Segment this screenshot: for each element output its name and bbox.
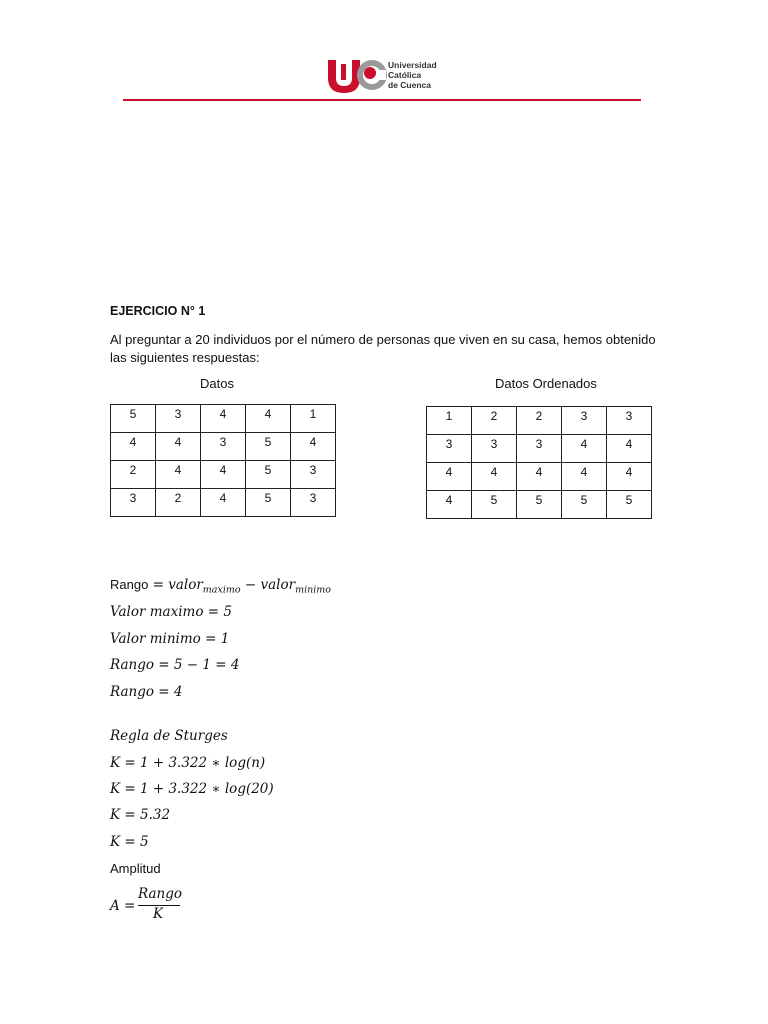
rango-result: Rango = 4 bbox=[110, 684, 183, 700]
sturges-title: Regla de Sturges bbox=[110, 728, 228, 744]
datos-cell: 4 bbox=[201, 489, 246, 517]
datos-cell: 4 bbox=[291, 433, 336, 461]
exercise-intro: Al preguntar a 20 individuos por el número de personas que viven en su casa, hemos obtenido las siguientes respuestas: bbox=[110, 332, 656, 365]
rango-definition bbox=[110, 577, 331, 596]
fraction-denominator: K bbox=[152, 906, 164, 922]
datos-ordenados-table bbox=[426, 406, 652, 519]
ordenados-cell: 3 bbox=[517, 435, 562, 463]
header-divider bbox=[123, 99, 641, 101]
datos-cell: 4 bbox=[156, 461, 201, 489]
ordenados-cell: 3 bbox=[427, 435, 472, 463]
ordenados-cell: 4 bbox=[427, 463, 472, 491]
datos-cell: 3 bbox=[156, 405, 201, 433]
ordenados-cell: 3 bbox=[472, 435, 517, 463]
ordenados-row bbox=[427, 491, 652, 519]
ordenados-cell: 4 bbox=[607, 435, 652, 463]
ordenados-cell: 2 bbox=[517, 407, 562, 435]
rango-calc: Rango = 5 − 1 = 4 bbox=[110, 657, 240, 673]
datos-cell: 3 bbox=[291, 461, 336, 489]
ordenados-row bbox=[427, 407, 652, 435]
ordenados-row bbox=[427, 435, 652, 463]
sub-maximo: maximo bbox=[202, 584, 241, 596]
amplitud-label: Amplitud bbox=[110, 861, 161, 876]
ordenados-cell: 2 bbox=[472, 407, 517, 435]
university-line-3: de Cuenca bbox=[388, 80, 431, 90]
ordenados-cell: 5 bbox=[607, 491, 652, 519]
datos-row bbox=[111, 405, 336, 433]
rango-rhs: = valor bbox=[152, 577, 203, 593]
datos-cell: 5 bbox=[246, 461, 291, 489]
k-formula-1: K = 1 + 3.322 ∗ log(n) bbox=[110, 755, 266, 771]
valor-minimo: Valor minimo = 1 bbox=[110, 631, 230, 647]
ordenados-cell: 3 bbox=[562, 407, 607, 435]
datos-cell: 5 bbox=[111, 405, 156, 433]
ordenados-cell: 4 bbox=[607, 463, 652, 491]
datos-cell: 5 bbox=[246, 489, 291, 517]
ordenados-cell: 5 bbox=[562, 491, 607, 519]
datos-row bbox=[111, 461, 336, 489]
k-formula-4: K = 5 bbox=[110, 834, 149, 850]
datos-row bbox=[111, 489, 336, 517]
ordenados-cell: 1 bbox=[427, 407, 472, 435]
datos-ordenados-caption: Datos Ordenados bbox=[495, 376, 597, 391]
university-line-1: Universidad bbox=[388, 60, 437, 70]
datos-cell: 1 bbox=[291, 405, 336, 433]
ordenados-cell: 4 bbox=[427, 491, 472, 519]
university-name bbox=[388, 60, 437, 90]
k-formula-2: K = 1 + 3.322 ∗ log(20) bbox=[110, 781, 274, 797]
page-header bbox=[0, 0, 768, 110]
datos-cell: 4 bbox=[246, 405, 291, 433]
ordenados-cell: 4 bbox=[517, 463, 562, 491]
university-line-2: Católica bbox=[388, 70, 422, 80]
valor-maximo: Valor maximo = 5 bbox=[110, 604, 232, 620]
k-formula-3: K = 5.32 bbox=[110, 807, 171, 823]
datos-table bbox=[110, 404, 336, 517]
datos-cell: 2 bbox=[111, 461, 156, 489]
datos-cell: 4 bbox=[201, 461, 246, 489]
datos-cell: 3 bbox=[201, 433, 246, 461]
datos-cell: 3 bbox=[111, 489, 156, 517]
ordenados-cell: 4 bbox=[472, 463, 517, 491]
datos-caption: Datos bbox=[200, 376, 234, 391]
ordenados-cell: 4 bbox=[562, 463, 607, 491]
exercise-title: EJERCICIO N° 1 bbox=[110, 304, 206, 318]
datos-cell: 3 bbox=[291, 489, 336, 517]
datos-cell: 4 bbox=[111, 433, 156, 461]
ordenados-row bbox=[427, 463, 652, 491]
fraction-numerator: Rango bbox=[138, 886, 182, 902]
sub-minimo: minimo bbox=[295, 584, 331, 596]
rango-label: Rango bbox=[110, 577, 149, 592]
ordenados-cell: 5 bbox=[472, 491, 517, 519]
ordenados-cell: 4 bbox=[562, 435, 607, 463]
datos-row bbox=[111, 433, 336, 461]
datos-cell: 4 bbox=[201, 405, 246, 433]
datos-cell: 4 bbox=[156, 433, 201, 461]
ordenados-cell: 3 bbox=[607, 407, 652, 435]
minus-valor: − valor bbox=[240, 577, 296, 593]
datos-cell: 2 bbox=[156, 489, 201, 517]
a-lhs: A = bbox=[110, 898, 136, 914]
datos-cell: 5 bbox=[246, 433, 291, 461]
ordenados-cell: 5 bbox=[517, 491, 562, 519]
